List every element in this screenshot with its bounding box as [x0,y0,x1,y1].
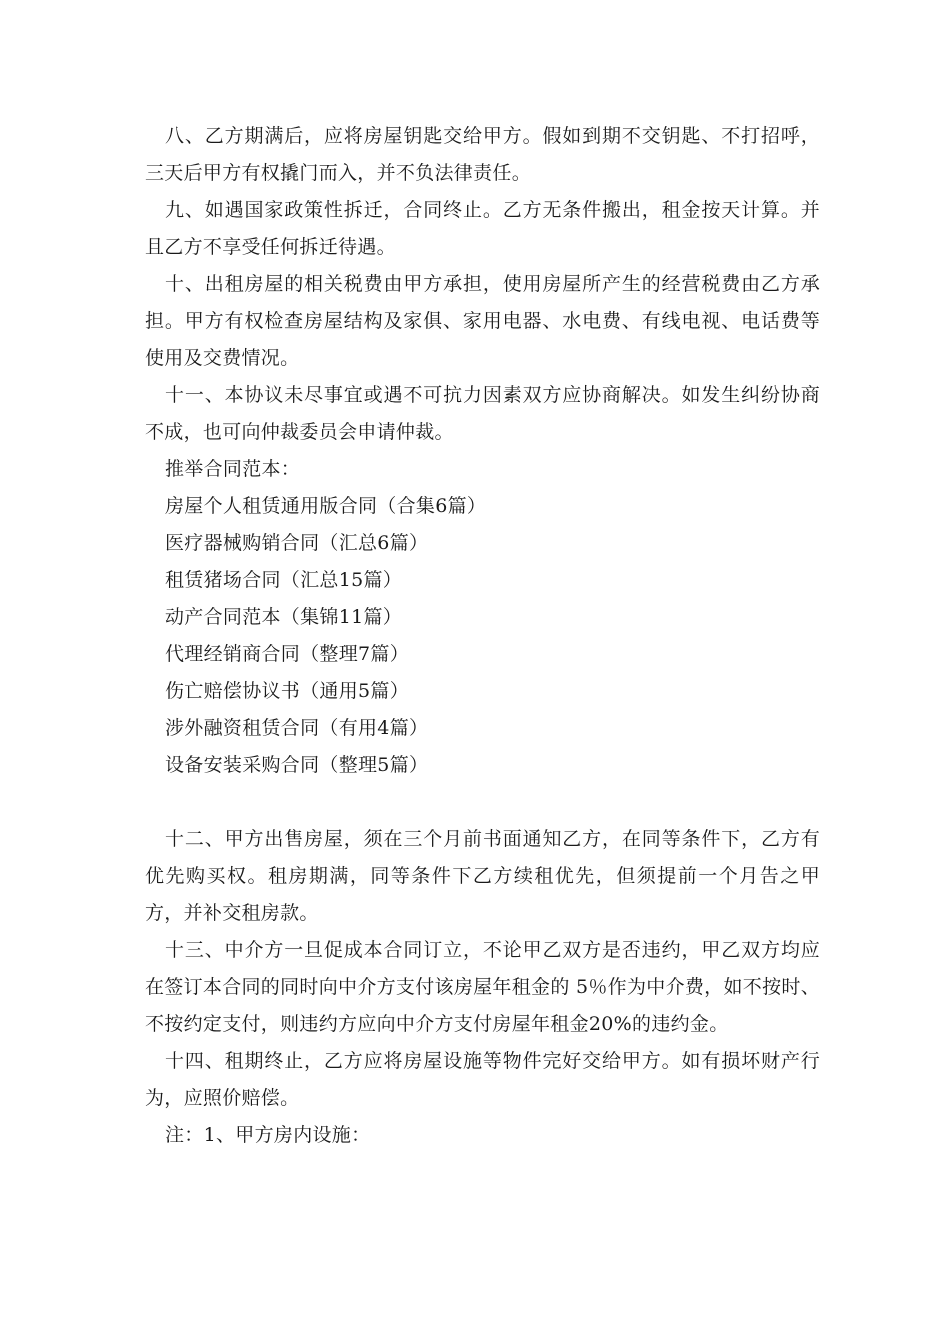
recommend-heading: 推举合同范本： [165,458,301,480]
recommend-item: 代理经销商合同（整理7篇） [165,643,409,665]
document-page [145,118,820,1154]
clause-11: 十一、本协议未尽事宜或遇不可抗力因素双方应协商解决。如发生纠纷协商不成，也可向仲裁委员会申请仲裁。 [145,384,820,443]
recommend-item: 涉外融资租赁合同（有用4篇） [165,717,429,739]
recommend-item: 房屋个人租赁通用版合同（合集6篇） [165,495,487,517]
recommend-item: 伤亡赔偿协议书（通用5篇） [165,680,409,702]
note-line: 注：1、甲方房内设施： [165,1124,371,1146]
clause-14: 十四、租期终止，乙方应将房屋设施等物件完好交给甲方。如有损坏财产行为，应照价赔偿。 [145,1050,820,1109]
clause-12: 十二、甲方出售房屋，须在三个月前书面通知乙方，在同等条件下，乙方有优先购买权。租房期满，同等条件下乙方续租优先，但须提前一个月告之甲方，并补交租房款。 [145,828,820,924]
clause-8: 八、乙方期满后，应将房屋钥匙交给甲方。假如到期不交钥匙、不打招呼，三天后甲方有权撬门而入，并不负法律责任。 [145,125,820,184]
clause-10: 十、出租房屋的相关税费由甲方承担，使用房屋所产生的经营税费由乙方承担。甲方有权检查房屋结构及家俱、家用电器、水电费、有线电视、电话费等使用及交费情况。 [145,273,820,369]
blank-line [145,784,820,821]
recommend-item: 租赁猪场合同（汇总15篇） [165,569,403,591]
clause-9: 九、如遇国家政策性拆迁，合同终止。乙方无条件搬出，租金按天计算。并且乙方不享受任何拆迁待遇。 [145,199,820,258]
recommend-item: 设备安装采购合同（整理5篇） [165,754,429,776]
clause-13: 十三、中介方一旦促成本合同订立，不论甲乙双方是否违约，甲乙双方均应在签订本合同的同时向中介方支付该房屋年租金的 5％作为中介费，如不按时、不按约定支付，则违约方应向中介方支付房屋年租金20%的违约金。 [145,939,820,1035]
recommend-item: 医疗器械购销合同（汇总6篇） [165,532,429,554]
recommend-item: 动产合同范本（集锦11篇） [165,606,403,628]
